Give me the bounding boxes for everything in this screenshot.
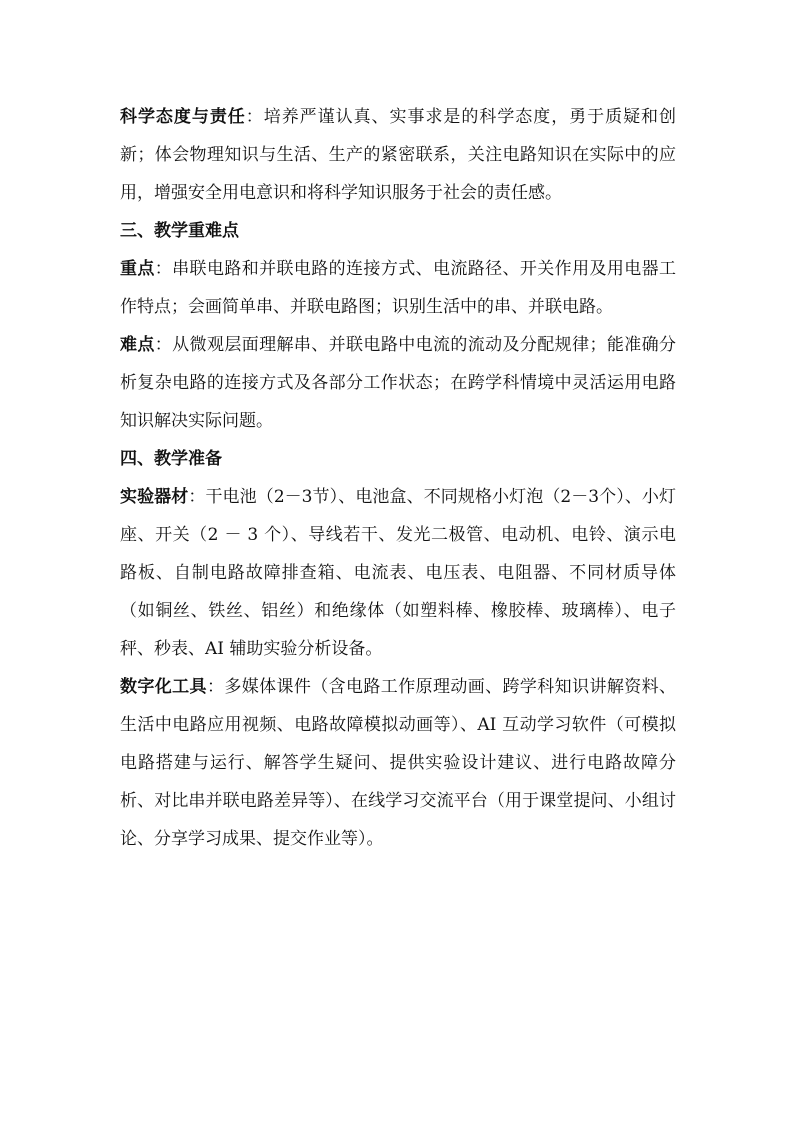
paragraph-label: 实验器材 — [120, 487, 189, 507]
paragraph-digital-tools — [120, 668, 676, 858]
paragraph-text: ：从微观层面理解串、并联电路中电流的流动及分配规律；能准确分析复杂电路的连接方式及各部分工作状态；在跨学科情境中灵活运用电路知识解决实际问题。 — [120, 335, 677, 431]
paragraph-label: 科学态度与责任 — [120, 107, 246, 127]
paragraph-attitude-responsibility — [120, 98, 676, 212]
paragraph-key-points — [120, 250, 676, 326]
paragraph-text: ：干电池（2－3节）、电池盒、不同规格小灯泡（2－3个）、小灯座、开关（2 － 3 个）、导线若干、发光二极管、电动机、电铃、演示电路板、自制电路故障排查箱、电流表、电压表、电阻器、不同材质导体（如铜丝、铁丝、铝丝）和绝缘体（如塑料棒、橡胶棒、玻璃棒）、电子秤、秒表、AI 辅助实验分析设备。 — [120, 487, 677, 659]
paragraph-text: ：培养严谨认真、实事求是的科学态度，勇于质疑和创新；体会物理知识与生活、生产的紧密联系，关注电路知识在实际中的应用，增强安全用电意识和将科学知识服务于社会的责任感。 — [120, 107, 677, 203]
paragraph-text: ：串联电路和并联电路的连接方式、电流路径、开关作用及用电器工作特点；会画简单串、并联电路图；识别生活中的串、并联电路。 — [120, 259, 677, 317]
paragraph-text: ：多媒体课件（含电路工作原理动画、跨学科知识讲解资料、生活中电路应用视频、电路故障模拟动画等）、AI 互动学习软件（可模拟电路搭建与运行、解答学生疑问、提供实验设计建议、进行电路故障分析、对比串并联电路差异等）、在线学习交流平台（用于课堂提问、小组讨论、分享学习成果、提交作业等）。 — [120, 677, 677, 849]
paragraph-label: 重点 — [120, 259, 155, 279]
paragraph-label: 难点 — [120, 335, 155, 355]
paragraph-equipment — [120, 478, 676, 668]
paragraph-difficult-points — [120, 326, 676, 440]
document-body — [120, 98, 676, 858]
section-heading-preparation: 四、教学准备 — [120, 449, 222, 469]
paragraph-label: 数字化工具 — [120, 677, 207, 697]
section-heading-key-difficulties: 三、教学重难点 — [120, 221, 239, 241]
